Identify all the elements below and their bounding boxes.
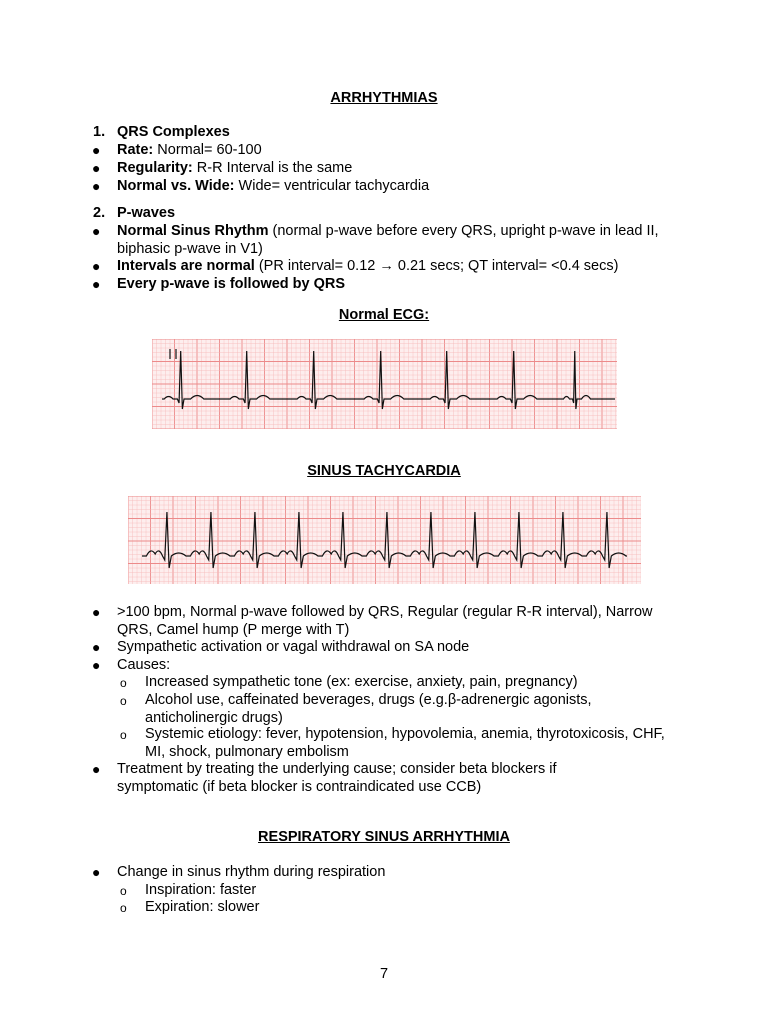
bullet-icon: ● bbox=[92, 639, 101, 655]
sub-list-item bbox=[120, 725, 670, 761]
ecg-grid bbox=[152, 339, 617, 429]
section-title: QRS Complexes bbox=[117, 124, 230, 140]
sub-bullet-icon: o bbox=[120, 728, 127, 742]
item-text: Sympathetic activation or vagal withdrawal on SA node bbox=[117, 639, 470, 655]
list-item bbox=[92, 275, 692, 293]
section-title: P-waves bbox=[117, 205, 176, 221]
section-number: 2. bbox=[93, 205, 106, 221]
item-text: Inspiration: faster bbox=[145, 882, 257, 898]
bullet-icon: ● bbox=[92, 160, 101, 176]
item-text: Change in sinus rhythm during respiration bbox=[117, 864, 386, 880]
bullet-icon: ● bbox=[92, 761, 101, 777]
item-text: Normal= 60-100 bbox=[153, 142, 262, 158]
respiratory-sinus-arrhythmia-heading: RESPIRATORY SINUS ARRHYTHMIA bbox=[258, 829, 510, 845]
item-text: Causes: bbox=[117, 657, 171, 673]
bullet-icon: ● bbox=[92, 864, 101, 880]
item-text: (normal p-wave before every QRS, upright p-wave in lead II, biphasic p-wave in V1) bbox=[117, 223, 659, 257]
bullet-icon: ● bbox=[92, 604, 101, 620]
list-item bbox=[92, 638, 692, 656]
list-item bbox=[92, 603, 682, 639]
item-label: Normal Sinus Rhythm bbox=[117, 223, 269, 239]
sub-list-item bbox=[120, 881, 680, 899]
section-number: 1. bbox=[93, 124, 106, 140]
list-item bbox=[92, 257, 692, 275]
list-item bbox=[92, 222, 682, 258]
list-item bbox=[92, 159, 692, 177]
sub-bullet-icon: o bbox=[120, 694, 127, 708]
normal-ecg-heading: Normal ECG: bbox=[338, 307, 430, 323]
item-text: >100 bpm, Normal p-wave followed by QRS, Regular (regular R-R interval), Narrow QRS, Camel hump (P merge with T) bbox=[117, 604, 653, 638]
sub-list-item bbox=[120, 898, 680, 916]
item-text: Wide= ventricular tachycardia bbox=[234, 178, 430, 194]
sub-bullet-icon: o bbox=[120, 676, 127, 690]
item-label: Regularity: bbox=[117, 160, 193, 176]
list-item bbox=[92, 177, 692, 195]
sub-list-item bbox=[120, 673, 680, 691]
item-label: Intervals are normal bbox=[117, 258, 255, 274]
list-item bbox=[92, 760, 612, 796]
item-text: Treatment by treating the underlying cause; consider beta blockers if symptomatic (if beta blocker is contraindicated use CCB) bbox=[117, 761, 557, 795]
normal-ecg-strip bbox=[152, 339, 617, 429]
item-text: Increased sympathetic tone (ex: exercise, anxiety, pain, pregnancy) bbox=[145, 674, 578, 690]
item-text: Expiration: slower bbox=[145, 899, 260, 915]
bullet-icon: ● bbox=[92, 142, 101, 158]
sinus-tachycardia-heading: SINUS TACHYCARDIA bbox=[307, 463, 461, 479]
page-number: 7 bbox=[379, 966, 389, 982]
item-label: Rate: bbox=[117, 142, 154, 158]
item-label: Normal vs. Wide: bbox=[117, 178, 235, 194]
sub-list-item bbox=[120, 691, 630, 727]
item-text: Alcohol use, caffeinated beverages, drugs (e.g.β-adrenergic agonists, anticholinergic drugs) bbox=[145, 692, 592, 726]
bullet-icon: ● bbox=[92, 657, 101, 673]
list-item bbox=[92, 141, 692, 159]
page-title: ARRHYTHMIAS bbox=[330, 90, 438, 106]
bullet-icon: ● bbox=[92, 178, 101, 194]
item-text: Systemic etiology: fever, hypotension, hypovolemia, anemia, thyrotoxicosis, CHF, MI, shock, pulmonary embolism bbox=[145, 726, 665, 760]
sub-bullet-icon: o bbox=[120, 884, 127, 898]
sinus-tachycardia-ecg-strip bbox=[128, 496, 641, 584]
list-item bbox=[92, 863, 692, 881]
item-text: R-R Interval is the same bbox=[192, 160, 353, 176]
bullet-icon: ● bbox=[92, 258, 101, 274]
list-item bbox=[92, 656, 692, 674]
item-label: Every p-wave is followed by QRS bbox=[117, 276, 346, 292]
item-text: (PR interval= 0.12 → 0.21 secs; QT interval= <0.4 secs) bbox=[254, 258, 619, 274]
section-qrs-heading bbox=[93, 123, 230, 141]
sub-bullet-icon: o bbox=[120, 901, 127, 915]
bullet-icon: ● bbox=[92, 276, 101, 292]
section-pwave-heading bbox=[93, 204, 175, 222]
bullet-icon: ● bbox=[92, 223, 101, 239]
